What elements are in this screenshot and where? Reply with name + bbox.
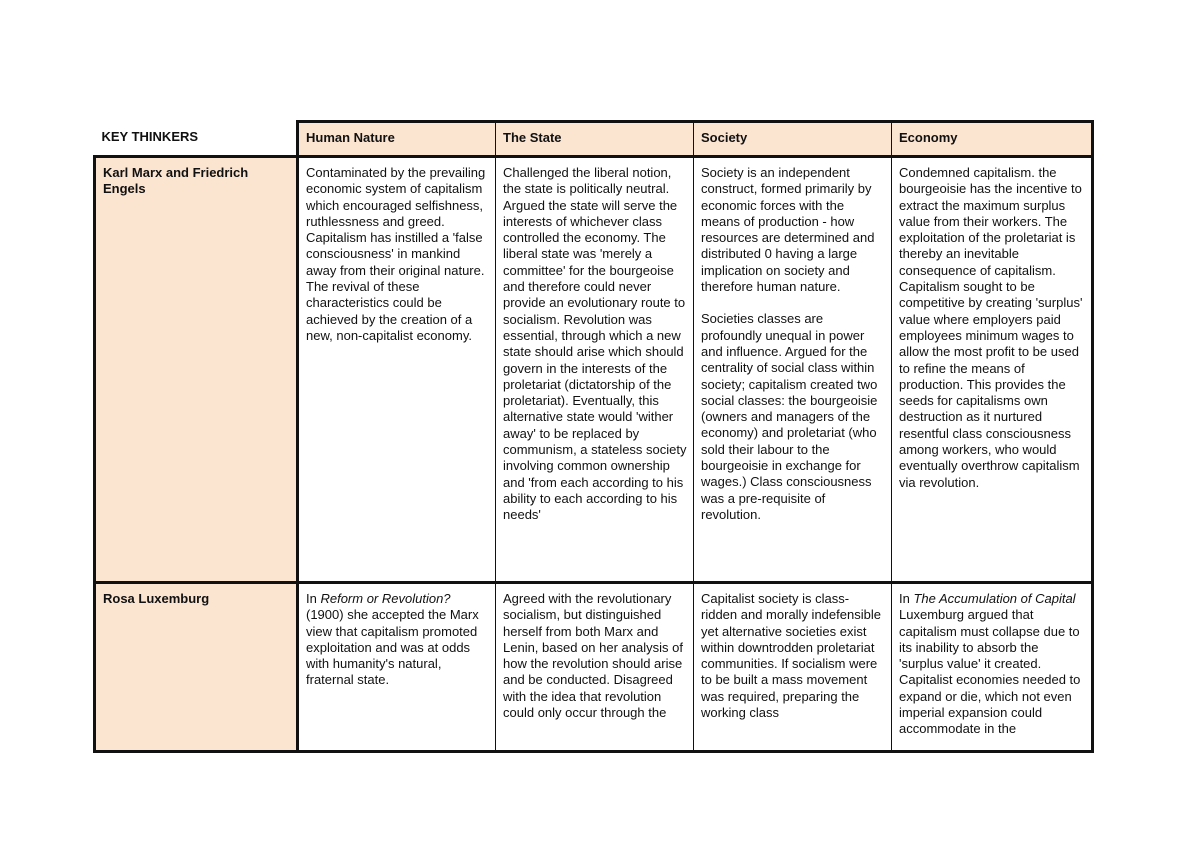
cell-luxemburg-the-state [496, 583, 694, 752]
key-thinkers-label: KEY THINKERS [95, 122, 298, 157]
header-row [95, 122, 1093, 157]
cell-luxemburg-society [694, 583, 892, 752]
luxemburg-economy-post: Luxemburg argued that capitalism must collapse due to its inability to absorb the 'surplus value' it created. Capitalist economies needed to expand or die, which not even imperial expansion could accommodate in the [899, 607, 1081, 737]
cell-luxemburg-human-nature [298, 583, 496, 752]
table-row-luxemburg [95, 583, 1093, 752]
cell-luxemburg-economy [892, 583, 1093, 752]
luxemburg-state-text: Agreed with the revolutionary socialism, but distinguished herself from both Marx and Lenin, based on her analysis of how the revolution should arise and be conducted. Disagreed with the idea that revolution could only occur through the [503, 591, 683, 721]
header-human-nature: Human Nature [298, 122, 496, 157]
header-society: Society [694, 122, 892, 157]
luxemburg-economy-pre: In [899, 591, 914, 606]
thinker-name-luxemburg: Rosa Luxemburg [95, 583, 298, 752]
table-row-marx-engels [95, 157, 1093, 583]
thinker-name-marx-engels: Karl Marx and Friedrich Engels [95, 157, 298, 583]
cell-marx-human-nature: Contaminated by the prevailing economic system of capitalism which encouraged selfishness, ruthlessness and greed. Capitalism has instilled a 'false consciousness' in mankind away from their original nature. The revival of these characteristics could be achieved by the creation of a new, non-capitalist economy. [298, 157, 496, 583]
cell-marx-society [694, 157, 892, 583]
accumulation-of-capital-title: The Accumulation of Capital [913, 591, 1076, 606]
luxemburg-human-nature-post: (1900) she accepted the Marx view that capitalism promoted exploitation and was at odds with humanity's natural, fraternal state. [306, 607, 479, 688]
marx-society-paragraph-1: Society is an independent construct, formed primarily by economic forces with the means of production - how resources are determined and distributed 0 having a large implication on society and therefore human nature. [701, 165, 875, 295]
reform-or-revolution-title: Reform or Revolution? [320, 591, 451, 606]
marx-society-paragraph-2: Societies classes are profoundly unequal in power and influence. Argued for the centrality of social class within society; capitalism created two social classes: the bourgeoisie (owners and managers of the economy) and proletariat (who sold their labour to the bourgeoisie in exchange for wages.) Class consciousness was a pre-requisite of revolution. [701, 311, 878, 522]
luxemburg-human-nature-pre: In [306, 591, 321, 606]
header-economy: Economy [892, 122, 1093, 157]
cell-marx-the-state: Challenged the liberal notion, the state is politically neutral. Argued the state will serve the interests of whichever class controlled the economy. The liberal state was 'merely a committee' for the bourgeoise and therefore could never provide an evolutionary route to socialism. Revolution was essential, through which a new state should arise which should govern in the interests of the proletariat (dictatorship of the proletariat). Eventually, this alternative state would 'wither away' to be replaced by communism, a stateless society involving common ownership and 'from each according to his ability to each according to his needs' [496, 157, 694, 583]
cell-marx-economy: Condemned capitalism. the bourgeoisie has the incentive to extract the maximum surplus value from their workers. The exploitation of the proletariat is thereby an inevitable consequence of capitalism. Capitalism sought to be competitive by creating 'surplus' value where employers paid employees minimum wages to allow the most profit to be used to refine the means of production. This provides the seeds for capitalisms own destruction as it nurtured resentful class consciousness among workers, who would eventually overthrow capitalism via revolution. [892, 157, 1093, 583]
luxemburg-society-text: Capitalist society is class-ridden and morally indefensible yet alternative societies exist within downtrodden proletariat communities. If socialism were to be built a mass movement was required, preparing the working class [701, 591, 881, 721]
header-the-state: The State [496, 122, 694, 157]
key-thinkers-table [93, 120, 1094, 753]
